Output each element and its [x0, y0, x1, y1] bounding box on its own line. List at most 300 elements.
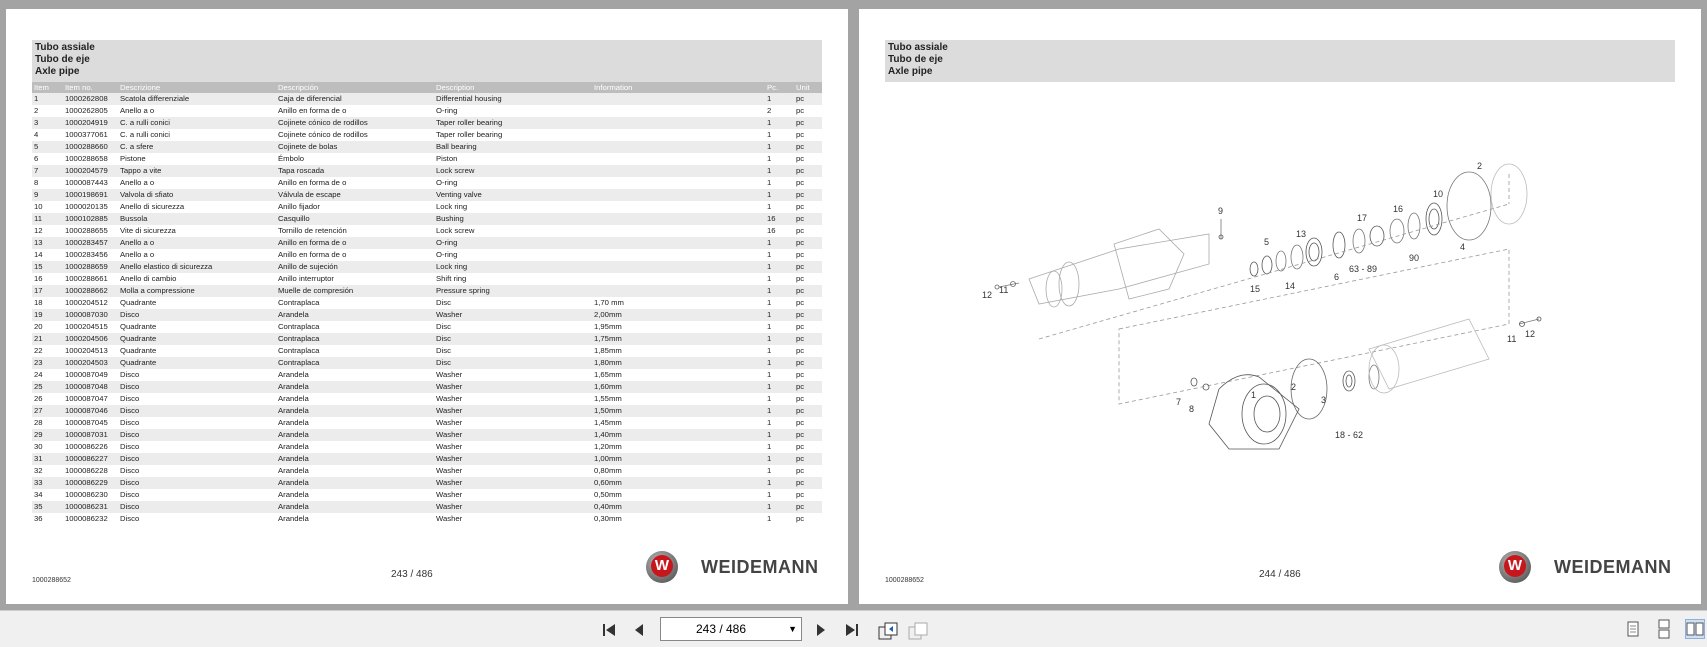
table-cell: 16: [34, 274, 43, 283]
table-cell: Vite di sicurezza: [120, 226, 176, 235]
table-row: [32, 513, 822, 525]
table-cell: 1,50mm: [592, 405, 765, 417]
table-cell: Disco: [120, 442, 140, 451]
table-cell: pc: [794, 309, 822, 321]
table-cell: Quadrante: [120, 298, 157, 307]
table-cell: 24: [34, 370, 43, 379]
previous-page-icon: [630, 621, 648, 639]
table-cell: Anillo en forma de o: [276, 237, 434, 249]
table-cell: 1: [767, 130, 772, 139]
table-cell: 1000020135: [65, 202, 108, 211]
table-cell: pc: [796, 370, 805, 379]
table-cell: pc: [796, 394, 805, 403]
table-row: [32, 309, 822, 321]
table-cell: Anillo de sujeción: [276, 261, 434, 273]
title-spanish: Tubo de eje: [35, 54, 90, 65]
table-cell: Cojinete cónico de rodillos: [278, 130, 368, 139]
column-header: Description: [434, 82, 592, 93]
table-cell: Arandela: [278, 514, 309, 523]
table-cell: Anello a o: [120, 106, 155, 115]
table-cell: Arandela: [276, 453, 434, 465]
table-cell: Disco: [118, 501, 276, 513]
table-cell: 1: [765, 333, 794, 345]
table-row: [32, 465, 822, 477]
page-title-box: [885, 40, 1675, 82]
table-cell: Anello elastico di sicurezza: [118, 261, 276, 273]
table-cell: 2: [34, 106, 39, 115]
table-cell: 1,70 mm: [594, 298, 624, 307]
table-cell: pc: [796, 490, 805, 499]
table-row: [32, 141, 822, 153]
table-cell: 14: [34, 250, 43, 259]
table-cell: 18: [34, 298, 43, 307]
table-cell: [592, 237, 765, 249]
svg-text:15: 15: [1250, 284, 1261, 294]
viewer-toolbar: [0, 610, 1707, 647]
table-cell: [592, 129, 765, 141]
table-cell: 1: [765, 261, 794, 273]
table-cell: [592, 273, 765, 285]
table-cell: 1: [767, 250, 772, 259]
table-cell: Disco: [118, 381, 276, 393]
table-cell: Washer: [436, 466, 463, 475]
table-cell: 10: [34, 202, 43, 211]
table-row: [32, 345, 822, 357]
table-cell: [592, 105, 765, 117]
table-cell: pc: [796, 106, 805, 115]
table-cell: Casquillo: [276, 213, 434, 225]
table-cell: [592, 189, 765, 201]
table-cell: 1000086228: [65, 466, 108, 475]
table-cell: Quadrante: [118, 333, 276, 345]
table-cell: Disco: [120, 490, 140, 499]
table-cell: 1: [765, 141, 794, 153]
table-cell: 1: [765, 381, 794, 393]
table-row: [32, 489, 822, 501]
table-cell: pc: [794, 453, 822, 465]
table-cell: Anillo fijador: [278, 202, 320, 211]
continuous-view-button[interactable]: [1654, 619, 1674, 639]
table-row: [32, 237, 822, 249]
table-cell: 1000087047: [65, 394, 108, 403]
table-cell: 1: [767, 178, 772, 187]
table-cell: 1000086231: [63, 501, 118, 513]
svg-text:16: 16: [1393, 204, 1404, 214]
table-cell: pc: [794, 213, 822, 225]
table-cell: 17: [32, 285, 63, 297]
table-cell: Contraplaca: [276, 357, 434, 369]
table-cell: Anillo en forma de o: [278, 178, 347, 187]
table-cell: Disco: [120, 514, 140, 523]
table-cell: Washer: [434, 405, 592, 417]
svg-text:5: 5: [1264, 237, 1270, 247]
table-cell: 1000283456: [65, 250, 108, 259]
table-cell: 2,00mm: [592, 309, 765, 321]
table-cell: [592, 261, 765, 273]
table-cell: Arandela: [278, 490, 309, 499]
table-cell: Washer: [434, 309, 592, 321]
document-page-243: [6, 9, 848, 604]
table-cell: 1000087048: [63, 381, 118, 393]
table-cell: Quadrante: [118, 357, 276, 369]
table-cell: Lock screw: [434, 165, 592, 177]
table-cell: pc: [796, 346, 805, 355]
table-cell: 29: [32, 429, 63, 441]
svg-text:3: 3: [1321, 395, 1327, 405]
table-cell: Arandela: [278, 418, 309, 427]
svg-text:63 - 89: 63 - 89: [1349, 264, 1378, 274]
table-cell: Ball bearing: [434, 141, 592, 153]
table-cell: Arandela: [276, 405, 434, 417]
table-cell: Washer: [434, 429, 592, 441]
table-cell: [592, 117, 765, 129]
table-cell: 1000198691: [63, 189, 118, 201]
table-cell: Arandela: [278, 394, 309, 403]
table-cell: pc: [794, 405, 822, 417]
svg-text:12: 12: [1525, 329, 1536, 339]
table-cell: 1: [767, 154, 772, 163]
table-cell: 1: [765, 237, 794, 249]
column-header: Unit: [794, 82, 822, 93]
table-cell: pc: [794, 285, 822, 297]
table-cell: Differential housing: [434, 93, 592, 105]
table-cell: Lock screw: [436, 226, 475, 235]
svg-text:14: 14: [1285, 281, 1296, 291]
table-cell: 1,40mm: [592, 429, 765, 441]
table-row: [32, 213, 822, 225]
table-cell: 0,50mm: [594, 490, 622, 499]
table-cell: 3: [32, 117, 63, 129]
svg-text:13: 13: [1296, 229, 1307, 239]
lower-axle-drawing: [1119, 249, 1541, 449]
table-cell: 1000204579: [63, 165, 118, 177]
logo-mark-icon: W: [646, 551, 678, 583]
table-cell: 1000086232: [65, 514, 108, 523]
table-cell: Molla a compressione: [118, 285, 276, 297]
table-cell: 1000087046: [63, 405, 118, 417]
table-cell: Émbolo: [278, 154, 305, 163]
table-row: [32, 333, 822, 345]
table-row: [32, 477, 822, 489]
table-cell: Bushing: [434, 213, 592, 225]
table-cell: 1000102885: [63, 213, 118, 225]
table-row: [32, 441, 822, 453]
table-cell: 0,40mm: [592, 501, 765, 513]
table-cell: Contraplaca: [278, 298, 320, 307]
table-cell: [592, 177, 765, 189]
table-cell: Disc: [436, 298, 451, 307]
table-cell: Contraplaca: [276, 333, 434, 345]
table-cell: 6: [34, 154, 39, 163]
table-cell: 33: [32, 477, 63, 489]
table-cell: 20: [34, 322, 43, 331]
table-cell: 1000087045: [65, 418, 108, 427]
table-cell: 1,85mm: [594, 346, 622, 355]
table-cell: Washer: [434, 453, 592, 465]
table-row: [32, 285, 822, 297]
column-header: Descripción: [276, 82, 434, 93]
table-cell: 1: [767, 442, 772, 451]
table-cell: pc: [796, 154, 805, 163]
table-cell: 1000086226: [65, 442, 108, 451]
next-page-icon: [812, 621, 830, 639]
logo-wordmark: WEIDEMANN: [1554, 557, 1672, 577]
next-view-button[interactable]: [907, 621, 929, 639]
table-cell: Disco: [120, 466, 140, 475]
table-cell: Disco: [118, 405, 276, 417]
table-cell: Caja de diferencial: [276, 93, 434, 105]
table-cell: pc: [794, 237, 822, 249]
svg-text:6: 6: [1334, 272, 1340, 282]
table-cell: C. a sfere: [118, 141, 276, 153]
table-cell: 1: [765, 309, 794, 321]
svg-text:10: 10: [1433, 189, 1444, 199]
table-cell: Anello di cambio: [120, 274, 177, 283]
table-cell: Pressure spring: [434, 285, 592, 297]
table-cell: pc: [794, 141, 822, 153]
table-cell: 1000288660: [63, 141, 118, 153]
table-cell: pc: [794, 189, 822, 201]
next-page-button[interactable]: [812, 621, 830, 639]
table-cell: 5: [32, 141, 63, 153]
table-cell: 1,75mm: [592, 333, 765, 345]
table-cell: 1000086229: [63, 477, 118, 489]
table-cell: O-ring: [436, 178, 458, 187]
column-header: Pc.: [765, 82, 794, 93]
table-cell: pc: [796, 442, 805, 451]
table-cell: 1000086230: [65, 490, 108, 499]
column-header: Item: [32, 82, 63, 93]
table-row: [32, 165, 822, 177]
table-cell: 21: [32, 333, 63, 345]
table-row: [32, 393, 822, 405]
table-cell: Washer: [434, 477, 592, 489]
table-cell: Arandela: [278, 442, 309, 451]
table-cell: Muelle de compresión: [276, 285, 434, 297]
table-row: [32, 93, 822, 105]
table-cell: 1000204503: [63, 357, 118, 369]
table-cell: pc: [794, 261, 822, 273]
table-cell: 1000087443: [65, 178, 108, 187]
table-cell: O-ring: [436, 106, 458, 115]
table-cell: Arandela: [278, 466, 309, 475]
table-cell: 28: [34, 418, 43, 427]
table-cell: 1: [767, 490, 772, 499]
table-cell: 1000288658: [65, 154, 108, 163]
table-row: [32, 153, 822, 165]
table-row: [32, 381, 822, 393]
table-cell: 1: [767, 322, 772, 331]
page-number: 244 / 486: [1259, 569, 1301, 580]
table-cell: Washer: [436, 370, 463, 379]
table-cell: 35: [32, 501, 63, 513]
table-cell: pc: [796, 250, 805, 259]
table-cell: 1: [767, 370, 772, 379]
table-cell: Arandela: [276, 429, 434, 441]
table-cell: [592, 153, 765, 165]
table-cell: Disc: [436, 346, 451, 355]
table-cell: 1: [765, 165, 794, 177]
svg-text:2: 2: [1477, 161, 1483, 171]
table-cell: O-ring: [436, 250, 458, 259]
single-page-view-button[interactable]: [1623, 619, 1643, 639]
first-page-button[interactable]: [600, 621, 618, 639]
table-cell: Arandela: [276, 381, 434, 393]
last-page-icon: [843, 621, 861, 639]
table-row: [32, 189, 822, 201]
table-cell: Arandela: [276, 309, 434, 321]
table-cell: 7: [32, 165, 63, 177]
table-cell: 1: [765, 285, 794, 297]
table-cell: 1,45mm: [594, 418, 622, 427]
table-cell: 1,80mm: [592, 357, 765, 369]
previous-page-button[interactable]: [630, 621, 648, 639]
table-cell: 27: [32, 405, 63, 417]
title-spanish: Tubo de eje: [888, 54, 943, 65]
page-number-field[interactable]: [660, 617, 802, 641]
table-cell: pc: [794, 93, 822, 105]
svg-text:2: 2: [1291, 382, 1297, 392]
table-cell: Válvula de escape: [276, 189, 434, 201]
table-cell: Lock ring: [436, 202, 468, 211]
table-cell: pc: [794, 501, 822, 513]
next-view-icon: [907, 621, 929, 641]
table-cell: pc: [796, 322, 805, 331]
table-cell: pc: [794, 357, 822, 369]
table-cell: [592, 249, 765, 261]
table-cell: Washer: [436, 394, 463, 403]
column-header: Information: [592, 82, 765, 93]
table-cell: 1: [767, 466, 772, 475]
table-row: [32, 201, 822, 213]
table-cell: 1000288659: [63, 261, 118, 273]
two-page-view-icon: [1686, 620, 1704, 638]
table-cell: 25: [32, 381, 63, 393]
table-cell: 30: [34, 442, 43, 451]
table-cell: 1: [765, 453, 794, 465]
previous-view-icon: [877, 621, 899, 641]
weidemann-logo: [1499, 551, 1679, 587]
svg-text:11: 11: [1507, 334, 1517, 344]
table-cell: 1: [765, 93, 794, 105]
table-cell: Anello a o: [118, 237, 276, 249]
table-cell: 1000262808: [63, 93, 118, 105]
table-cell: 1,60mm: [592, 381, 765, 393]
table-cell: Pistone: [120, 154, 146, 163]
table-cell: 1000087030: [63, 309, 118, 321]
table-cell: pc: [794, 429, 822, 441]
table-cell: 22: [34, 346, 43, 355]
table-cell: Anello a o: [120, 250, 155, 259]
table-cell: 19: [32, 309, 63, 321]
svg-text:18 - 62: 18 - 62: [1335, 430, 1364, 440]
title-italian: Tubo assiale: [888, 42, 948, 53]
table-row: [32, 417, 822, 429]
parts-table: [32, 82, 822, 525]
page-title-box: [32, 40, 822, 82]
table-cell: Anello a o: [120, 178, 155, 187]
svg-text:12: 12: [982, 290, 993, 300]
table-cell: [592, 201, 765, 213]
table-cell: 2: [767, 106, 772, 115]
table-cell: 1000087031: [63, 429, 118, 441]
previous-view-button[interactable]: [877, 621, 899, 639]
table-row: [32, 429, 822, 441]
dropdown-arrow-icon[interactable]: ▼: [788, 624, 797, 634]
table-row: [32, 273, 822, 285]
table-cell: [592, 225, 765, 237]
table-row: [32, 357, 822, 369]
table-row: [32, 501, 822, 513]
table-cell: Shift ring: [436, 274, 467, 283]
table-cell: Tapa roscada: [276, 165, 434, 177]
table-cell: 34: [34, 490, 43, 499]
table-cell: 16: [765, 213, 794, 225]
table-cell: 1000204919: [63, 117, 118, 129]
table-cell: 0,60mm: [592, 477, 765, 489]
table-cell: 1000086227: [63, 453, 118, 465]
table-cell: Anillo en forma de o: [278, 250, 347, 259]
table-cell: Washer: [434, 501, 592, 513]
document-code: 1000288652: [885, 577, 924, 584]
two-page-view-button[interactable]: [1685, 619, 1705, 639]
table-cell: 1000204512: [65, 298, 108, 307]
table-cell: Disc: [434, 333, 592, 345]
table-cell: 1: [765, 357, 794, 369]
last-page-button[interactable]: [843, 621, 861, 639]
table-cell: Washer: [436, 514, 463, 523]
table-cell: pc: [796, 418, 805, 427]
table-cell: 1000288661: [65, 274, 108, 283]
table-cell: 1,20mm: [594, 442, 622, 451]
table-cell: Disco: [120, 370, 140, 379]
table-cell: pc: [796, 130, 805, 139]
table-cell: Scatola differenziale: [118, 93, 276, 105]
table-cell: pc: [794, 165, 822, 177]
table-cell: 1: [767, 418, 772, 427]
table-cell: pc: [796, 466, 805, 475]
table-cell: Contraplaca: [278, 346, 320, 355]
table-cell: [592, 93, 765, 105]
table-cell: pc: [794, 477, 822, 489]
table-cell: C. a rulli conici: [118, 117, 276, 129]
table-row: [32, 129, 822, 141]
table-cell: pc: [796, 178, 805, 187]
column-header: Descrizione: [118, 82, 276, 93]
table-cell: pc: [796, 226, 805, 235]
table-cell: Cojinete cónico de rodillos: [276, 117, 434, 129]
table-cell: Cojinete de bolas: [276, 141, 434, 153]
title-english: Axle pipe: [35, 66, 80, 77]
document-code: 1000288652: [32, 577, 71, 584]
page-number-value: 243 / 486: [695, 622, 747, 636]
table-cell: 32: [34, 466, 43, 475]
table-cell: pc: [796, 202, 805, 211]
table-cell: Washer: [434, 381, 592, 393]
table-cell: pc: [796, 274, 805, 283]
table-cell: Disco: [118, 309, 276, 321]
table-cell: 1000262805: [65, 106, 108, 115]
table-cell: pc: [794, 333, 822, 345]
document-page-244: [859, 9, 1701, 604]
table-row: [32, 369, 822, 381]
table-cell: 1000204515: [65, 322, 108, 331]
table-row: [32, 261, 822, 273]
title-italian: Tubo assiale: [35, 42, 95, 53]
table-cell: 1,55mm: [594, 394, 622, 403]
exploded-view-diagram: [982, 149, 1549, 489]
table-cell: 1: [767, 298, 772, 307]
